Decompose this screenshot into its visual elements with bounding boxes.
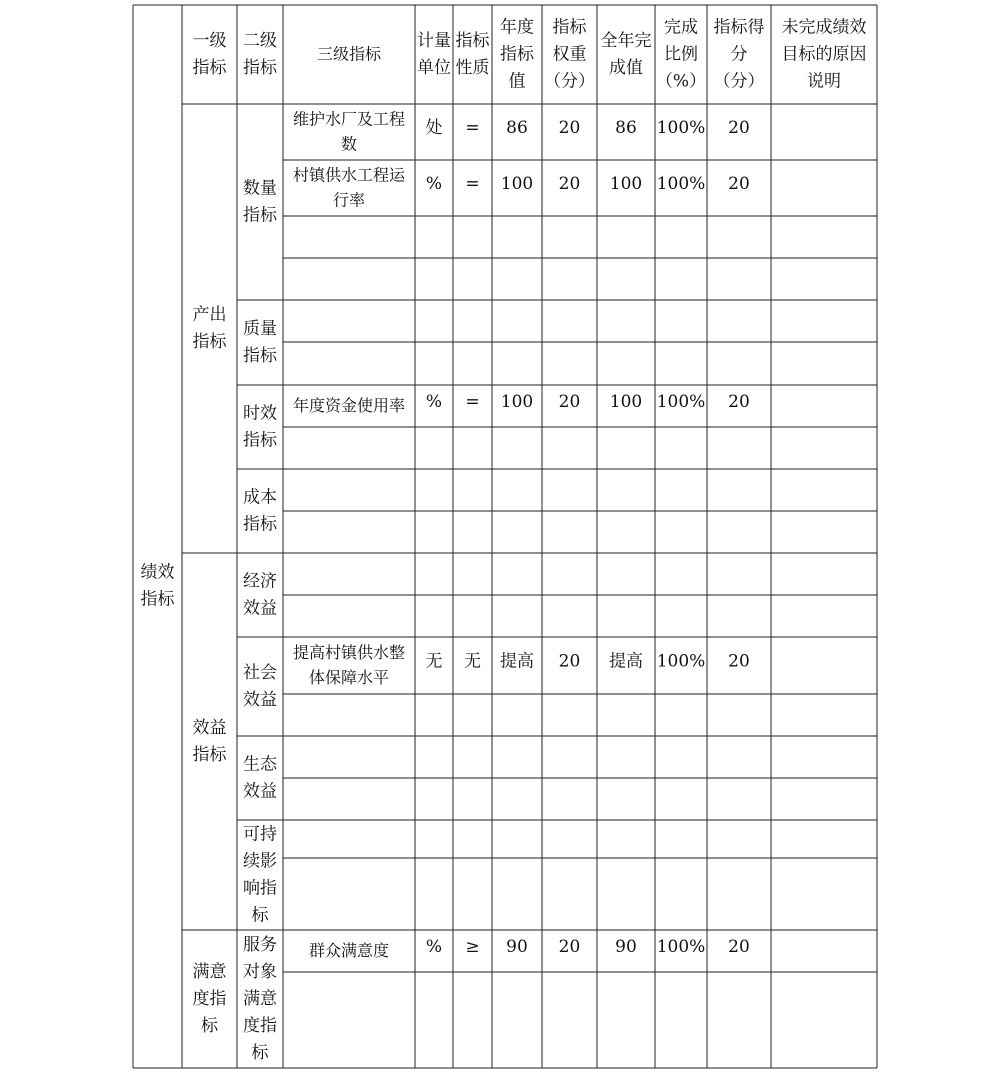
cell-score: 20 [728,391,750,412]
cell-weight: 20 [558,173,581,194]
header-actual: 全年完成值 [600,30,652,78]
cell-score: 20 [728,651,750,671]
cell-weight: 20 [558,651,581,671]
header-score: 指标得分（分） [713,17,765,91]
level2-quantity: 数量指标 [243,178,277,225]
cell-rate: 100% [656,173,706,194]
level2-sustainable: 可持续影响指标 [243,824,277,925]
header-rate: 完成比例（%） [655,17,707,91]
header-nature: 指标性质 [455,30,490,78]
header-weight: 指标权重（分） [544,17,595,91]
cell-nature: 无 [464,651,481,671]
indicator-name: 维护水厂及工程数 [292,109,406,153]
indicator-name: 提高村镇供水整体保障水平 [292,642,406,687]
cell-rate: 100% [656,117,706,138]
cell-weight: 20 [558,391,581,412]
cell-unit: 无 [425,651,443,671]
cell-nature: = [465,173,480,194]
cell-actual: 提高 [609,651,643,671]
table-grid [133,5,877,1068]
header-level3: 三级指标 [316,44,382,63]
level2-service: 服务对象满意度指标 [243,934,277,1063]
cell-unit: % [425,391,443,412]
level2-economic: 经济效益 [243,571,277,618]
cell-rate: 100% [656,936,706,957]
cell-score: 20 [728,117,750,138]
level1-benefit: 效益指标 [192,717,227,765]
cell-nature: = [465,391,480,412]
cell-target: 100 [500,173,534,194]
indicator-name: 年度资金使用率 [292,395,406,415]
cell-weight: 20 [558,117,581,138]
indicator-name: 村镇供水工程运行率 [292,165,406,209]
cell-target: 90 [506,936,528,957]
cell-actual: 100 [609,173,643,194]
level2-ecological: 生态效益 [243,754,277,801]
header-level1: 一级指标 [192,30,227,78]
level1-output: 产出指标 [192,304,227,352]
cell-target: 100 [500,391,534,412]
cell-weight: 20 [558,936,581,957]
cell-nature: ≥ [465,936,480,957]
cell-unit: % [425,936,443,957]
cell-actual: 100 [609,391,643,412]
header-target: 年度指标值 [500,17,534,91]
cell-unit: % [425,173,443,194]
level2-quality: 质量指标 [243,318,277,366]
cell-rate: 100% [656,391,706,412]
cell-score: 20 [728,173,750,194]
table-text [141,16,867,1063]
cell-target: 提高 [500,651,534,671]
cell-rate: 100% [656,651,706,671]
cell-target: 86 [506,117,528,138]
level2-cost: 成本指标 [243,487,277,534]
cell-nature: = [465,117,480,138]
cell-score: 20 [728,936,750,957]
header-unit: 计量单位 [417,30,451,78]
level2-social: 社会效益 [243,662,277,710]
header-reason: 未完成绩效目标的原因说明 [781,17,867,91]
root-label: 绩效指标 [140,562,175,609]
indicator-name: 群众满意度 [308,940,390,960]
header-level2: 二级指标 [243,30,277,78]
level1-satisfaction: 满意度指标 [192,961,227,1036]
cell-actual: 90 [615,936,637,957]
cell-actual: 86 [615,117,637,138]
level2-timeliness: 时效指标 [243,403,277,450]
cell-unit: 处 [425,117,443,138]
